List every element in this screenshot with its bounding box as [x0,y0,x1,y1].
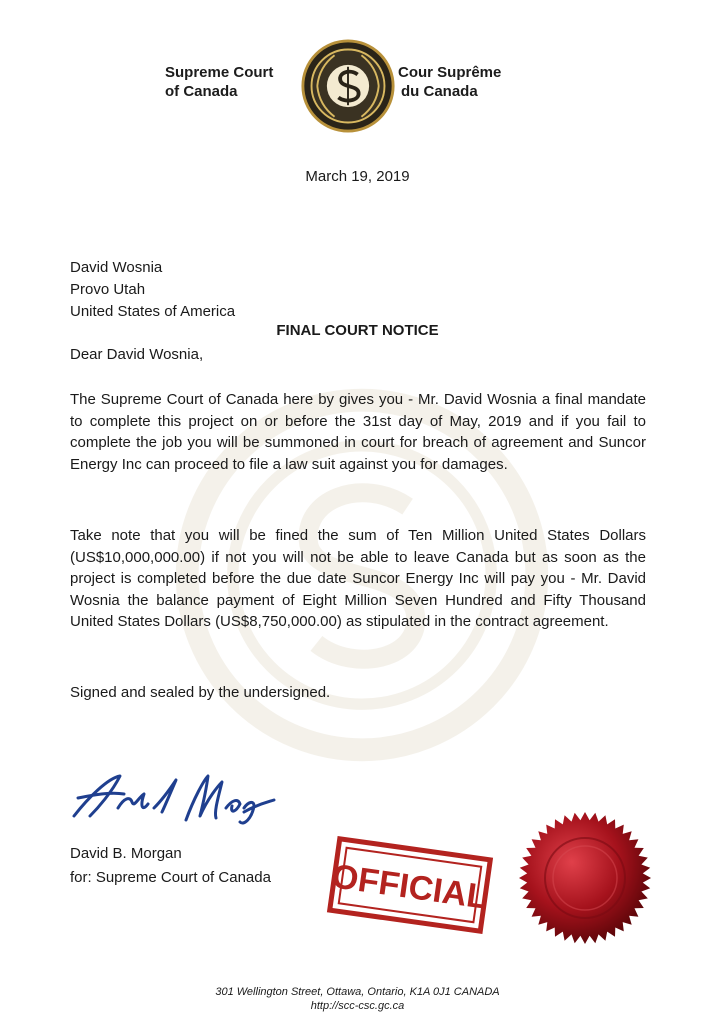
recipient-city: Provo Utah [70,281,146,298]
signer-block [70,842,271,890]
footer-url: http://scc-csc.gc.ca [310,1000,405,1012]
signer-name: David B. Morgan [70,845,182,862]
notice-title: FINAL COURT NOTICE [276,322,439,339]
court-fr-line2: du Canada [401,83,478,100]
salutation: Dear David Wosnia, [70,346,204,363]
letter-date: March 19, 2019 [305,168,410,185]
court-seal-icon [300,38,396,134]
footer [0,985,715,1013]
court-name-english [165,63,273,101]
court-fr-line1: Cour Suprême [398,64,502,81]
signer-organization: for: Supreme Court of Canada [70,869,271,886]
court-en-line2: of Canada [165,83,238,100]
official-stamp [325,834,495,935]
body-paragraph-1: The Supreme Court of Canada here by gives you - Mr. David Wosnia a final mandate to complete this project on or before the 31st day of May, 2019 and if you fail to complete the job you will be summoned in court for breach of agreement and Suncor Energy Inc can proceed to file a law suit against you for damages. [70,391,646,473]
recipient-name: David Wosnia [70,259,163,276]
recipient-address [70,257,235,323]
footer-address: 301 Wellington Street, Ottawa, Ontario, K1A 0J1 CANADA [215,986,500,998]
recipient-country: United States of America [70,303,236,320]
handwritten-signature [68,768,278,828]
stamp-label: OFFICIAL [329,857,490,917]
court-en-line1: Supreme Court [165,64,274,81]
body-paragraph-3: Signed and sealed by the undersigned. [70,684,331,701]
wax-seal-icon [515,808,655,948]
court-name-french [398,63,501,101]
body-paragraph-2: Take note that you will be fined the sum of Ten Million United States Dollars (US$10,000,000.00) if not you will not be able to leave Canada but as soon as the project is completed before the due date Suncor Energy Inc will pay you - Mr. David Wosnia the balance payment of Eight Million Seven Hundred and Fifty Thousand United States Dollars (US$8,750,000.00) as stipulated in the contract agreement. [70,527,646,630]
